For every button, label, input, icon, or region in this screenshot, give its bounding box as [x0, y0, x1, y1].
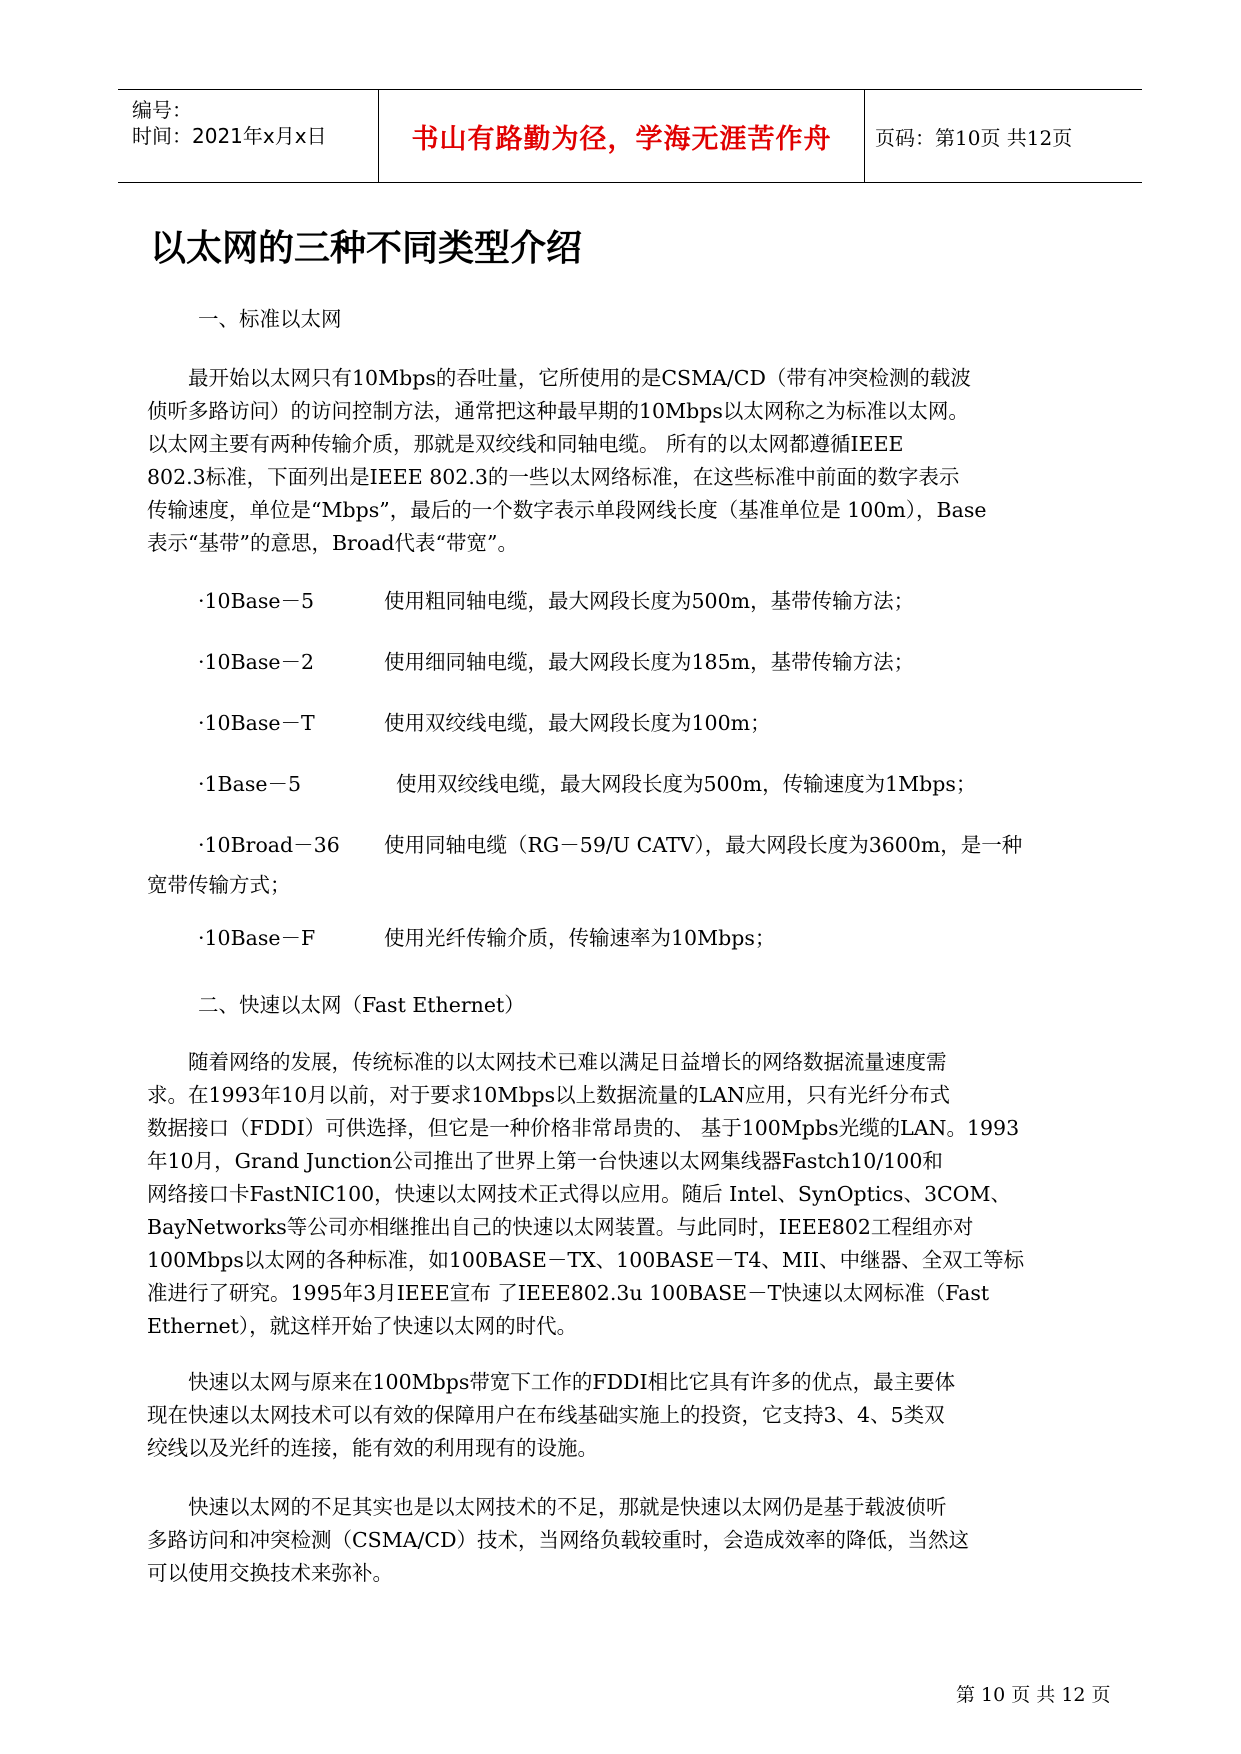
standard-description: 使用同轴电缆（RG－59/U CATV），最大网段长度为3600m，是一种 — [384, 833, 1023, 857]
paragraph-line: 准进行了研究。1995年3月IEEE宣布 了IEEE802.3u 100BASE－T快速以太网标准（Fast — [147, 1281, 990, 1305]
standard-description: 使用双绞线电缆，最大网段长度为500m，传输速度为1Mbps； — [396, 772, 977, 796]
paragraph-line: 传输速度，单位是“Mbps”，最后的一个数字表示单段网线长度（基准单位是 100m），Base — [147, 498, 987, 522]
paragraph-line: 侦听多路访问）的访问控制方法，通常把这种最早期的10Mbps以太网称之为标准以太网。 — [147, 399, 969, 423]
paragraph-line: 现在快速以太网技术可以有效的保障用户在布线基础实施上的投资，它支持3、4、5类双 — [147, 1403, 945, 1427]
list-item — [198, 922, 775, 955]
list-item — [198, 829, 1022, 862]
list-item-continuation: 宽带传输方式； — [147, 873, 291, 897]
section2-heading: 二、快速以太网（Fast Ethernet） — [198, 993, 525, 1017]
list-item — [198, 768, 976, 801]
section2-paragraph-3 — [147, 1491, 1115, 1590]
standard-description: 使用双绞线电缆，最大网段长度为100m； — [384, 711, 771, 735]
paragraph-line: 快速以太网的不足其实也是以太网技术的不足，那就是快速以太网仍是基于载波侦听 — [147, 1495, 947, 1519]
page-header — [118, 89, 1142, 183]
standard-description: 使用粗同轴电缆，最大网段长度为500m，基带传输方法； — [384, 589, 915, 613]
paragraph-line: 802.3标准，下面列出是IEEE 802.3的一些以太网络标准，在这些标准中前面的数字表示 — [147, 465, 960, 489]
paragraph-line: 快速以太网与原来在100Mbps带宽下工作的FDDI相比它具有许多的优点，最主要体 — [147, 1370, 956, 1394]
paragraph-line: 以太网主要有两种传输介质，那就是双绞线和同轴电缆。 所有的以太网都遵循IEEE — [147, 432, 904, 456]
paragraph-line: 可以使用交换技术来弥补。 — [147, 1561, 393, 1585]
list-item — [198, 646, 914, 679]
paragraph-line: 网络接口卡FastNIC100，快速以太网技术正式得以应用。随后 Intel、SynOptics、3COM、 — [147, 1182, 1011, 1206]
standard-description: 使用光纤传输介质，传输速率为10Mbps； — [384, 926, 776, 950]
list-item — [198, 707, 771, 740]
header-motto-cell — [378, 90, 865, 182]
page-footer: 第 10 页 共 12 页 — [956, 1684, 1111, 1706]
paragraph-line: 求。在1993年10月以前，对于要求10Mbps以上数据流量的LAN应用，只有光纤分布式 — [147, 1083, 950, 1107]
standard-code: ·10Broad－36 — [198, 833, 340, 857]
document-number-label: 编号： — [132, 98, 192, 122]
standard-code: ·1Base－5 — [198, 772, 302, 796]
standard-code: ·10Base－5 — [198, 589, 315, 613]
header-page-cell — [865, 90, 1142, 182]
paragraph-line: 100Mbps以太网的各种标准，如100BASE－TX、100BASE－T4、MII、中继器、全双工等标 — [147, 1248, 1025, 1272]
paragraph-line: 绞线以及光纤的连接，能有效的利用现有的设施。 — [147, 1436, 598, 1460]
section2-paragraph-2 — [147, 1366, 1115, 1465]
paragraph-line: 多路访问和冲突检测（CSMA/CD）技术，当网络负载较重时，会造成效率的降低，当然这 — [147, 1528, 970, 1552]
paragraph-line: 随着网络的发展，传统标准的以太网技术已难以满足日益增长的网络数据流量速度需 — [147, 1050, 947, 1074]
section1-heading: 一、标准以太网 — [198, 307, 342, 331]
document-title: 以太网的三种不同类型介绍 — [150, 228, 583, 269]
paragraph-line: 表示“基带”的意思，Broad代表“带宽”。 — [147, 531, 518, 555]
paragraph-line: Ethernet），就这样开始了快速以太网的时代。 — [147, 1314, 578, 1338]
standard-code: ·10Base－2 — [198, 650, 315, 674]
section2-paragraph-1 — [147, 1046, 1115, 1343]
document-time-label: 时间：2021年x月x日 — [132, 124, 327, 148]
header-page-info: 页码：第10页 共12页 — [875, 125, 1073, 150]
header-motto: 书山有路勤为径，学海无涯苦作舟 — [411, 123, 832, 155]
paragraph-line: BayNetworks等公司亦相继推出自己的快速以太网装置。与此同时，IEEE802工程组亦对 — [147, 1215, 974, 1239]
standard-description: 使用细同轴电缆，最大网段长度为185m，基带传输方法； — [384, 650, 915, 674]
header-meta — [118, 90, 378, 182]
list-item — [198, 585, 914, 618]
standard-code: ·10Base－T — [198, 711, 315, 735]
standard-code: ·10Base－F — [198, 926, 316, 950]
section1-paragraph — [147, 362, 1115, 560]
paragraph-line: 年10月，Grand Junction公司推出了世界上第一台快速以太网集线器Fastch10/100和 — [147, 1149, 943, 1173]
paragraph-line: 最开始以太网只有10Mbps的吞吐量，它所使用的是CSMA/CD（带有冲突检测的载波 — [147, 366, 971, 390]
paragraph-line: 数据接口（FDDI）可供选择，但它是一种价格非常昂贵的、 基于100Mpbs光缆的LAN。1993 — [147, 1116, 1020, 1140]
